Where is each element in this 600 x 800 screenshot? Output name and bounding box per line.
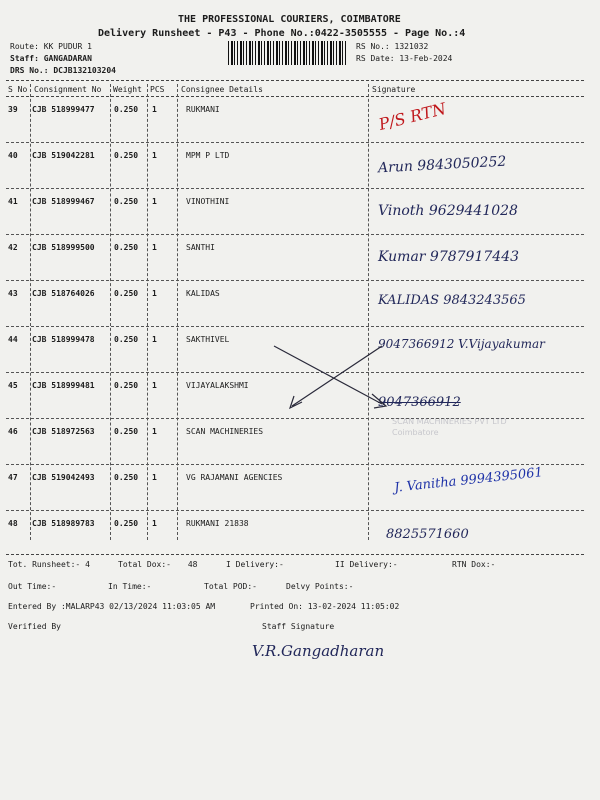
row-signature: Vinoth 9629441028 <box>378 203 518 219</box>
staff-row <box>10 54 92 63</box>
col-pcs: PCS <box>150 85 165 94</box>
i-delivery: I Delivery:- <box>226 560 284 569</box>
drs-label: DRS No.: <box>10 66 49 75</box>
totals-rule <box>6 554 584 555</box>
table-row <box>6 143 584 189</box>
total-pod: Total POD:- <box>204 582 257 591</box>
row-consignee: SCAN MACHINERIES <box>186 427 264 436</box>
row-consignee: MPM P LTD <box>186 151 230 160</box>
row-signature: 9047366912 <box>378 395 461 410</box>
row-sno: 45 <box>8 381 18 390</box>
verified-by: Verified By <box>8 622 61 631</box>
row-weight: 0.250 <box>114 335 139 344</box>
row-pcs: 1 <box>152 105 157 114</box>
row-signature: 9047366912 V.Vijayakumar <box>378 337 545 351</box>
printed-on: Printed On: 13-02-2024 11:05:02 <box>250 602 400 611</box>
delvy-points: Delvy Points:- <box>286 582 354 591</box>
row-sno: 40 <box>8 151 18 160</box>
row-weight: 0.250 <box>114 105 139 114</box>
col-signature: Signature <box>372 85 416 94</box>
row-pcs: 1 <box>152 335 157 344</box>
rs-no-label: RS No.: <box>356 42 390 51</box>
company-stamp <box>392 416 592 466</box>
row-consignment: CJB 518989783 <box>32 519 95 528</box>
rs-no-row <box>356 42 428 51</box>
stamp-line: SCAN MACHINERIES PVT LTD <box>392 417 507 426</box>
row-consignment: CJB 518999500 <box>32 243 95 252</box>
total-dox-label: Total Dox:- <box>118 560 171 569</box>
rs-no-value: 1321032 <box>394 42 429 51</box>
table-top-rule <box>6 80 584 81</box>
row-signature: J. Vanitha 9994395061 <box>393 465 544 496</box>
row-pcs: 1 <box>152 473 157 482</box>
row-sno: 47 <box>8 473 18 482</box>
row-consignee: SANTHI <box>186 243 215 252</box>
row-sno: 41 <box>8 197 18 206</box>
rs-date-row <box>356 54 452 63</box>
row-consignment: CJB 518972563 <box>32 427 95 436</box>
rs-date-value: 13-Feb-2024 <box>399 54 453 63</box>
table-row <box>6 511 584 557</box>
row-consignee: VINOTHINI <box>186 197 230 206</box>
col-consignment: Consignment No <box>34 85 102 94</box>
total-dox <box>118 560 197 569</box>
col-sno: S No <box>8 85 28 94</box>
rs-date-label: RS Date: <box>356 54 395 63</box>
route-value: KK PUDUR 1 <box>43 42 92 51</box>
row-weight: 0.250 <box>114 151 139 160</box>
in-time: In Time:- <box>108 582 152 591</box>
row-signature: 8825571660 <box>386 527 469 542</box>
ii-delivery: II Delivery:- <box>335 560 398 569</box>
row-pcs: 1 <box>152 243 157 252</box>
row-pcs: 1 <box>152 289 157 298</box>
staff-signature-label: Staff Signature <box>262 622 335 631</box>
row-consignment: CJB 518999477 <box>32 105 95 114</box>
stamp-line: Coimbatore <box>392 428 439 437</box>
row-signature: P/S RTN <box>376 98 448 135</box>
row-sno: 44 <box>8 335 18 344</box>
table-row <box>6 235 584 281</box>
row-weight: 0.250 <box>114 243 139 252</box>
row-consignment: CJB 518999481 <box>32 381 95 390</box>
row-pcs: 1 <box>152 519 157 528</box>
row-pcs: 1 <box>152 427 157 436</box>
row-signature: KALIDAS 9843243565 <box>378 293 526 308</box>
row-weight: 0.250 <box>114 427 139 436</box>
table-row <box>6 465 584 511</box>
drs-value: DCJB132103204 <box>53 66 116 75</box>
row-sno: 39 <box>8 105 18 114</box>
out-time: Out Time:- <box>8 582 57 591</box>
row-sno: 42 <box>8 243 18 252</box>
row-weight: 0.250 <box>114 289 139 298</box>
entered-by: Entered By :MALARP43 02/13/2024 11:03:05 AM <box>8 602 216 611</box>
total-dox-value: 48 <box>187 560 198 569</box>
row-consignee: KALIDAS <box>186 289 220 298</box>
row-sno: 48 <box>8 519 18 528</box>
runsheet-title: Delivery Runsheet - P43 - Phone No.:0422-3505555 - Page No.:4 <box>98 28 466 39</box>
row-consignment: CJB 519042281 <box>32 151 95 160</box>
row-weight: 0.250 <box>114 473 139 482</box>
row-pcs: 1 <box>152 197 157 206</box>
table-row <box>6 189 584 235</box>
row-consignment: CJB 518999478 <box>32 335 95 344</box>
row-consignee: VIJAYALAKSHMI <box>186 381 249 390</box>
company-name: THE PROFESSIONAL COURIERS, COIMBATORE <box>178 14 401 25</box>
row-weight: 0.250 <box>114 519 139 528</box>
row-sno: 43 <box>8 289 18 298</box>
row-pcs: 1 <box>152 381 157 390</box>
row-signature: Kumar 9787917443 <box>378 249 520 265</box>
row-consignee: VG RAJAMANI AGENCIES <box>186 473 283 482</box>
route-row <box>10 42 92 51</box>
col-consignee: Consignee Details <box>181 85 263 94</box>
table-row <box>6 281 584 327</box>
row-weight: 0.250 <box>114 381 139 390</box>
scribble-mark <box>262 336 402 416</box>
row-pcs: 1 <box>152 151 157 160</box>
staff-value: GANGADARAN <box>43 54 92 63</box>
row-consignee: RUKMANI 21838 <box>186 519 249 528</box>
tot-runsheet: Tot. Runsheet:- 4 <box>8 560 90 569</box>
row-signature: Arun 9843050252 <box>377 153 507 177</box>
barcode <box>228 41 348 65</box>
row-consignment: CJB 518764026 <box>32 289 95 298</box>
row-consignee: RUKMANI <box>186 105 220 114</box>
staff-signature: V.R.Gangadharan <box>252 642 385 660</box>
table-row <box>6 97 584 143</box>
row-consignment: CJB 518999467 <box>32 197 95 206</box>
staff-label: Staff: <box>10 54 39 63</box>
row-weight: 0.250 <box>114 197 139 206</box>
row-consignment: CJB 519042493 <box>32 473 95 482</box>
row-sno: 46 <box>8 427 18 436</box>
drs-row <box>10 66 116 75</box>
route-label: Route: <box>10 42 39 51</box>
row-consignee: SAKTHIVEL <box>186 335 230 344</box>
rtn-dox: RTN Dox:- <box>452 560 496 569</box>
col-weight: Weight <box>113 85 142 94</box>
